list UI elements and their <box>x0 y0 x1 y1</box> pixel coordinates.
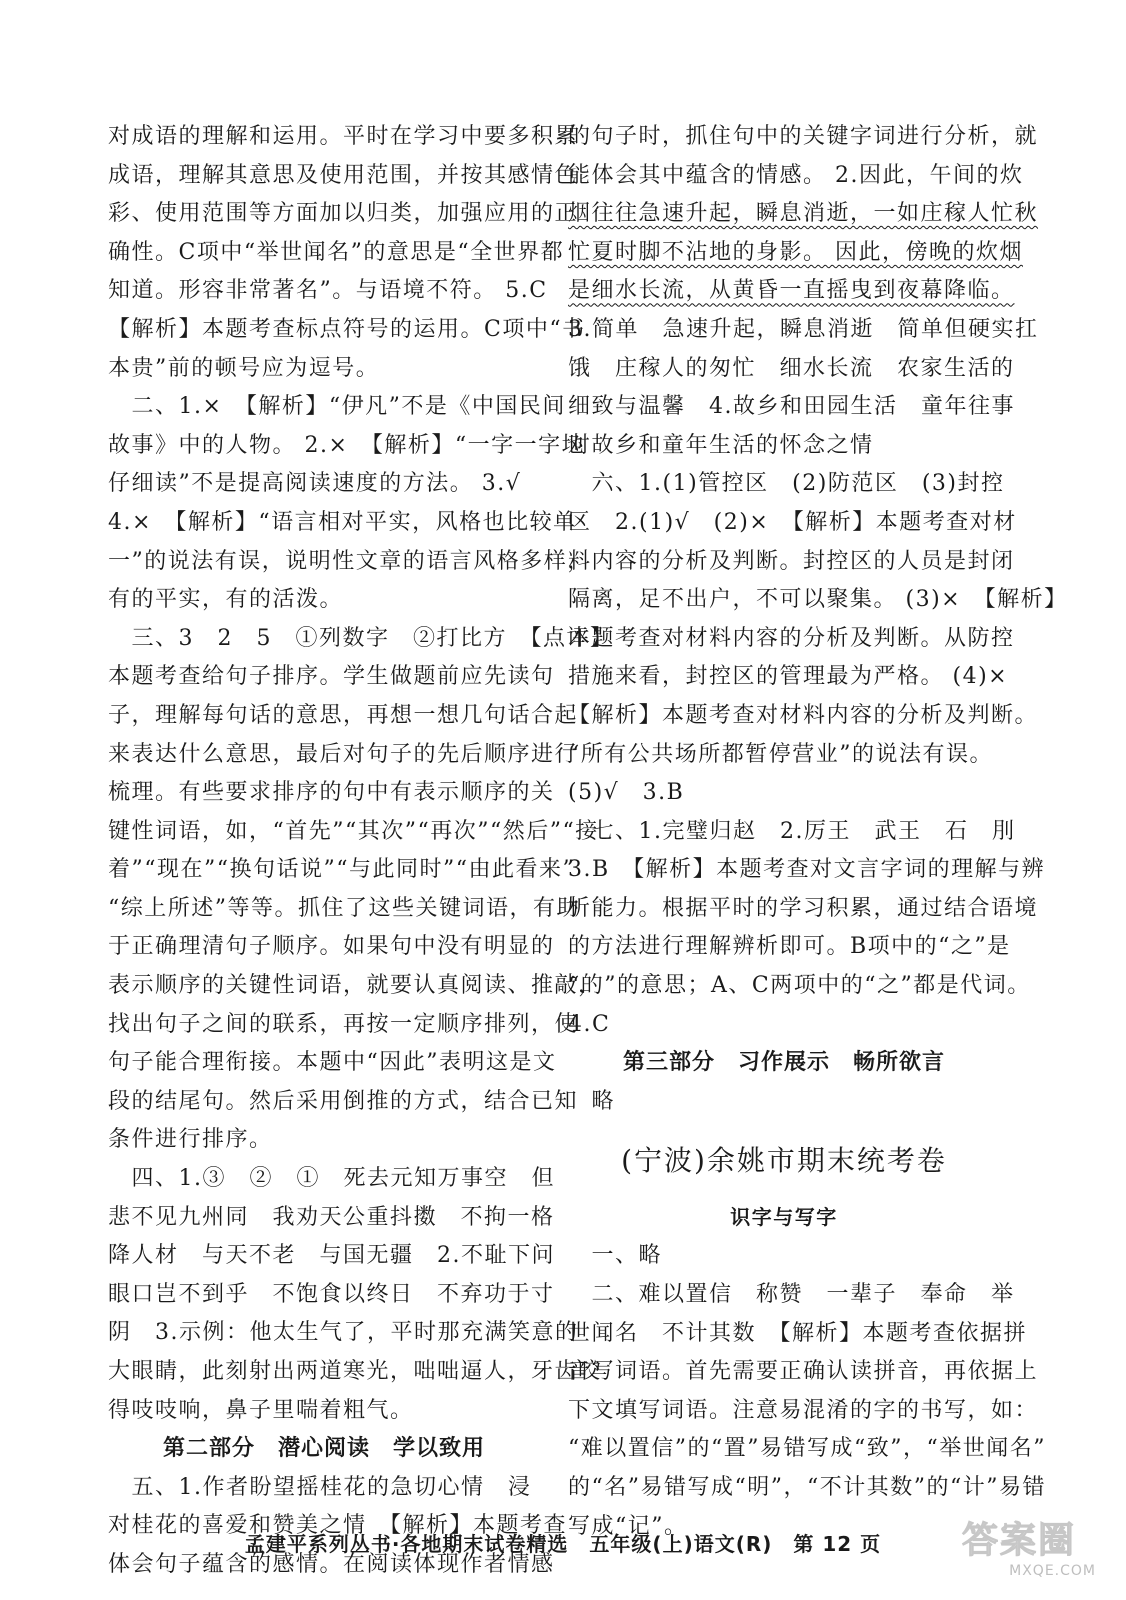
section-title: 识字与写字 <box>730 1205 838 1230</box>
text-line: 隔离，足不出户，不可以聚集。 (3)× 【解析】 <box>568 587 1068 613</box>
text-line: 能体会其中蕴含的情感。 2.因此，午间的炊 <box>568 162 1024 188</box>
text-line: 【解析】本题考查对材料内容的分析及判断。 <box>568 702 1039 728</box>
text-line: 确性。C项中“举世闻名”的意思是“全世界都 <box>108 239 565 265</box>
text-line: 来表达什么意思，最后对句子的先后顺序进行 <box>108 741 579 767</box>
text-line: 体会句子蕴含的感情。在阅读体现作者情感 <box>108 1551 555 1577</box>
text-line: 三、3 2 5 ①列数字 ②打比方 【点评】 <box>108 625 614 651</box>
right-answer-lines <box>568 118 1068 1044</box>
text-line: 4.C <box>568 1011 611 1037</box>
text-line: 本题考查对材料内容的分析及判断。从防控 <box>568 625 1015 651</box>
watermark-text: 答案圈 <box>961 1520 1076 1561</box>
text-line: 四、1.③ ② ① 死去元知万事空 但 <box>108 1166 555 1192</box>
text-line: 二、1.× 【解析】“伊凡”不是《中国民间 <box>108 394 566 420</box>
text-line: 析能力。根据平时的学习积累，通过结合语境 <box>568 895 1039 921</box>
watermark-logo <box>934 1512 1104 1582</box>
text-line: 本贵”前的顿号应为逗号。 <box>108 355 380 381</box>
text-line: 细致与温馨 4.故乡和田园生活 童年往事 <box>568 394 1015 420</box>
text-line: 七、1.完璧归赵 2.厉王 武王 石 刖 <box>568 818 1016 844</box>
text-line: 得吱吱响，鼻子里喘着粗气。 <box>108 1397 414 1423</box>
text-line: 音写词语。首先需要正确认读拼音，再依据上 <box>568 1359 1039 1385</box>
text-line: 【解析】本题考查标点符号的运用。C项中“书 <box>108 316 586 342</box>
text-line: 着”“现在”“换句话说”“与此同时”“由此看来” <box>108 857 576 883</box>
text-line: 条件进行排序。 <box>108 1127 273 1153</box>
text-line: 悲不见九州同 我劝天公重抖擞 不拘一格 <box>108 1204 555 1230</box>
text-line: 梳理。有些要求排序的句中有表示顺序的关 <box>108 780 555 806</box>
watermark-url: MXQE.COM <box>1009 1563 1096 1579</box>
text-line: 的句子时，抓住句中的关键字词进行分析，就 <box>568 124 1039 149</box>
text-line: 下文填写词语。注意易混淆的字的书写，如： <box>568 1397 1039 1423</box>
text-line: 对故乡和童年生活的怀念之情 <box>568 432 874 458</box>
text-line: 世闻名 不计其数 【解析】本题考查依据拼 <box>568 1320 1028 1346</box>
right-tail-lines <box>568 1237 1046 1546</box>
text-line: 六、1.(1)管控区 (2)防范区 (3)封控 <box>568 471 1005 497</box>
text-line: 料内容的分析及判断。封控区的人员是封闭 <box>568 548 1015 574</box>
part-three-heading: 第三部分 习作展示 畅所欲言 <box>622 1050 945 1076</box>
text-line: 句子能合理衔接。本题中“因此”表明这是文 <box>108 1050 557 1076</box>
text-line: 阴 3.示例：他太生气了，平时那充满笑意的 <box>108 1320 579 1346</box>
text-line: 写成“记”。 <box>568 1513 688 1539</box>
text-line: 对成语的理解和运用。平时在学习中要多积累 <box>108 124 579 149</box>
text-line: “综上所述”等等。抓住了这些关键词语，有助 <box>108 895 580 921</box>
text-line: 饿 庄稼人的匆忙 细水长流 农家生活的 <box>568 355 1015 381</box>
text-line: 一”的说法有误，说明性文章的语言风格多样， <box>108 548 591 574</box>
text-line: 忙夏时脚不沾地的身影。 因此，傍晚的炊烟 <box>568 239 1023 265</box>
text-line: 五、1.作者盼望摇桂花的急切心情 浸 <box>108 1474 532 1500</box>
text-line: 知道。形容非常著名”。与语境不符。 5.C <box>108 278 548 304</box>
exam-title: (宁波)余姚市期末统考卷 <box>621 1144 947 1178</box>
text-line: 的方法进行理解辨析即可。B项中的“之”是 <box>568 934 1011 960</box>
text-line: 区 2.(1)√ (2)× 【解析】本题考查对材 <box>568 509 1017 535</box>
text-line: “的”的意思；A、C两项中的“之”都是代词。 <box>568 973 1031 999</box>
text-line: 键性词语，如，“首先”“其次”“再次”“然后”“接 <box>108 818 599 844</box>
text-line: 眼口岂不到乎 不饱食以终日 不弃功于寸 <box>108 1281 555 1307</box>
text-line: 子，理解每句话的意思，再想一想几句话合起 <box>108 702 579 728</box>
text-line: “难以置信”的“置”易错写成“致”，“举世闻名” <box>568 1436 1046 1462</box>
text-line: 对桂花的喜爱和赞美之情 【解析】本题考查 <box>108 1513 568 1539</box>
text-line: 故事》中的人物。 2.× 【解析】“一字一字地 <box>108 432 586 458</box>
text-line: 3.B 【解析】本题考查对文言字词的理解与辨 <box>568 857 1046 883</box>
text-line: 二、难以置信 称赞 一辈子 奉命 举 <box>568 1282 1015 1308</box>
page-footer: 孟建平系列丛书·各地期末试卷精选 五年级(上)语文(R) 第 12 页 <box>244 1532 882 1556</box>
text-line: 段的结尾句。然后采用倒推的方式，结合已知 <box>108 1088 579 1114</box>
text-line: 找出句子之间的联系，再按一定顺序排列，使 <box>108 1011 579 1037</box>
text-line: 表示顺序的关键性词语，就要认真阅读、推敲， <box>108 973 602 999</box>
text-line: 3.简单 急速升起，瞬息消逝 简单但硬实扛 <box>568 316 1039 342</box>
text-line: 是细水长流，从黄昏一直摇曳到夜幕降临。 <box>568 278 1015 304</box>
text-line: 的“名”易错写成“明”，“不计其数”的“计”易错 <box>568 1475 1046 1500</box>
text-line: 彩、使用范围等方面加以归类，加强应用的正 <box>108 201 579 227</box>
text-line: 一、略 <box>568 1243 663 1269</box>
text-line: 本题考查给句子排序。学生做题前应先读句 <box>108 664 555 690</box>
text-line: 4.× 【解析】“语言相对平实，风格也比较单 <box>108 509 577 535</box>
text-line: 有的平实，有的活泼。 <box>108 587 344 613</box>
text-line: 于正确理清句子顺序。如果句中没有明显的 <box>108 934 555 960</box>
text-line: 成语，理解其意思及使用范围，并按其感情色 <box>108 162 579 188</box>
omitted-note: 略 <box>568 1088 616 1114</box>
text-line: 烟往往急速升起，瞬息消逝，一如庄稼人忙秋 <box>568 201 1039 227</box>
text-line: “所有公共场所都暂停营业”的说法有误。 <box>568 741 993 767</box>
text-line: 降人材 与天不老 与国无疆 2.不耻下问 <box>108 1243 555 1269</box>
text-line: 大眼睛，此刻射出两道寒光，咄咄逼人，牙齿咬 <box>108 1359 602 1384</box>
text-line: 仔细读”不是提高阅读速度的方法。 3.√ <box>108 471 522 497</box>
part-two-heading: 第二部分 潜心阅读 学以致用 <box>162 1436 485 1462</box>
text-line: 措施来看，封控区的管理最为严格。 (4)× <box>568 664 1009 690</box>
text-line: (5)√ 3.B <box>568 780 685 806</box>
